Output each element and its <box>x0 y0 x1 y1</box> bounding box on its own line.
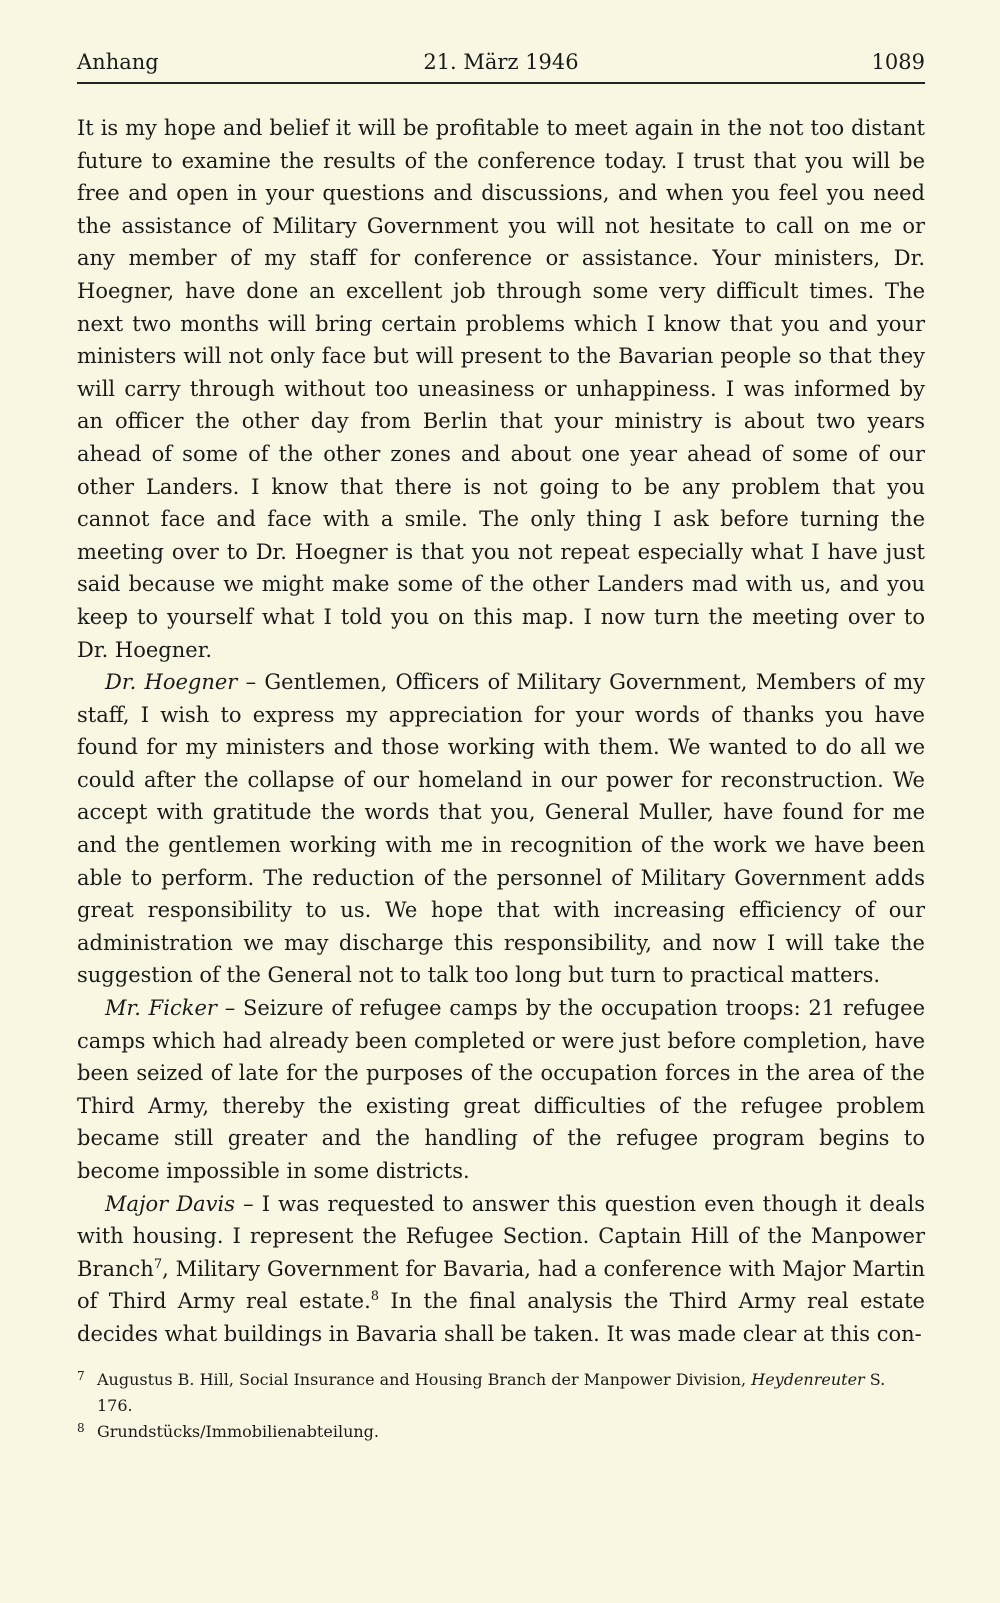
footnote-after: S. 176. <box>97 1369 886 1415</box>
speech-text: – Seizure of refugee camps by the occupation troops: 21 refugee camps which had already been completed or were just before completion, have been seized of late for the purposes of the occupation forces in the area of the Third Army, thereby the existing great difficulties of the refugee problem became still greater and the handling of the refugee program begins to become impossible in some districts. <box>77 996 925 1183</box>
footnote-italic: Heydenreuter <box>751 1369 865 1389</box>
speech-text: , Military Government for Bavaria, had a conference with Major Martin of Third Army real estate. <box>77 1256 925 1314</box>
page-number: 1089 <box>871 50 925 74</box>
footnote-text: Grundstücks/Immobilienabteilung. <box>97 1421 379 1441</box>
header-date: 21. März 1946 <box>423 50 579 74</box>
footnote-ref-7[interactable]: 7 <box>153 1256 163 1272</box>
footnote-text: Augustus B. Hill, Social Insurance and Housing Branch der Manpower Division, <box>97 1369 752 1389</box>
speech-text: – Gentlemen, Officers of Military Government, Members of my staff, I wish to express my appreciation for your words of thanks you have found for my ministers and those working with them. We wanted to do all we could after the collapse of our homeland in our power for reconstruction. We accept with gratitude the words that you, General Muller, have found for me and the gentlemen working with me in recognition of the work we have been able to perform. The reduction of the personnel of Military Government adds great responsibility to us. We hope that with increasing efficiency of our administration we may discharge this responsibility, and now I will take the suggestion of the General not to talk too long but turn to practical matters. <box>77 670 925 988</box>
footnote-8 <box>77 1419 925 1445</box>
body-text <box>77 112 925 1351</box>
document-page <box>77 50 925 1445</box>
speech-text: In the final analysis the Third Army real estate decides what buildings in Bavaria shall be taken. It was made clear at this con- <box>77 1289 925 1346</box>
footnote-number: 7 <box>77 1368 85 1383</box>
footnote-number: 8 <box>77 1420 85 1435</box>
paragraph-4 <box>77 1188 925 1351</box>
speech-text: – I was requested to answer this question even though it deals with housing. I represent the Refugee Section. Captain Hill of the Manpower Branch <box>77 1191 925 1281</box>
running-header <box>77 50 925 84</box>
footnote-7 <box>77 1367 925 1419</box>
speaker-name: Mr. Ficker <box>105 996 217 1021</box>
speaker-name: Dr. Hoegner <box>105 670 238 695</box>
paragraph-1: It is my hope and belief it will be profitable to meet again in the not too distant future to examine the results of the conference today. I trust that you will be free and open in your questions and discussions, and when you feel you need the assistance of Military Government you will not hesitate to call on me or any member of my staff for conference or assistance. Your ministers, Dr. Hoegner, have done an excellent job through some very difficult times. The next two months will bring certain problems which I know that you and your ministers will not only face but will present to the Bavarian people so that they will carry through without too uneasiness or unhappiness. I was informed by an officer the other day from Berlin that your ministry is about two years ahead of some of the other zones and about one year ahead of some of our other Landers. I know that there is not going to be any problem that you cannot face and face with a smile. The only thing I ask before turning the meeting over to Dr. Hoegner is that you not repeat especially what I have just said because we might make some of the other Landers mad with us, and you keep to yourself what I told you on this map. I now turn the meeting over to Dr. Hoegner. <box>77 116 925 662</box>
footnotes <box>77 1367 925 1445</box>
speaker-name: Major Davis <box>105 1191 236 1216</box>
header-left: Anhang <box>77 50 159 74</box>
paragraph-2 <box>77 666 925 992</box>
paragraph-3 <box>77 992 925 1188</box>
footnote-ref-8[interactable]: 8 <box>370 1289 380 1305</box>
